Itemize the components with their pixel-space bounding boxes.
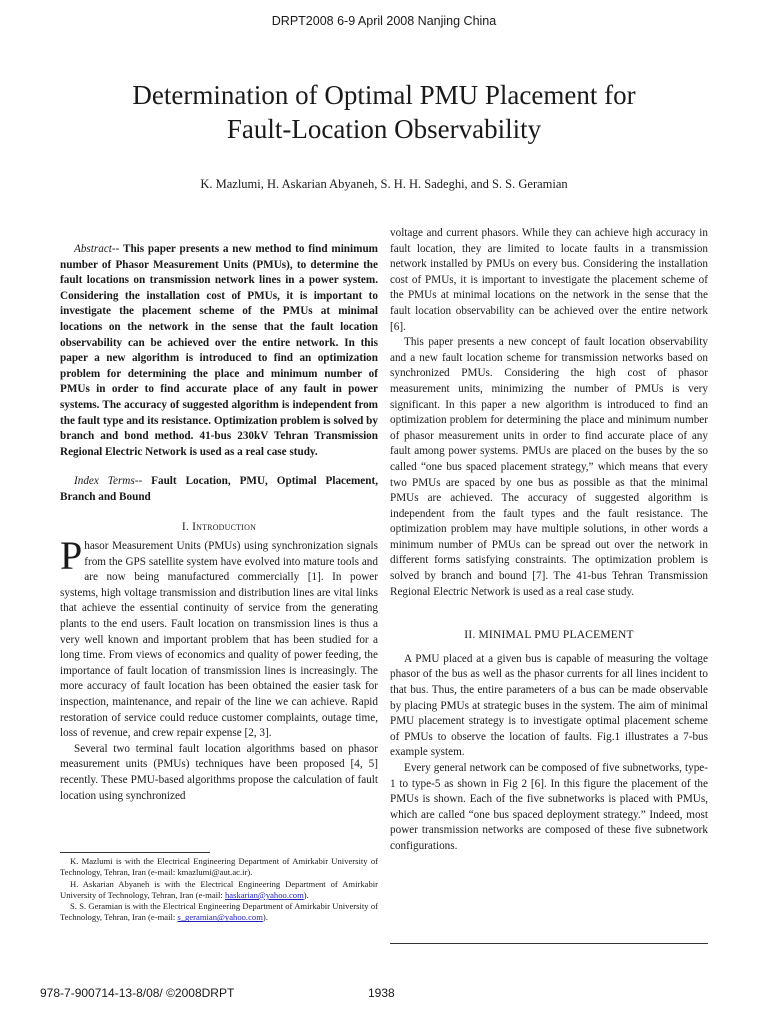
abstract-text: This paper presents a new method to find minimum number of Phasor Measurement Units (PMUs), to determine the fault locations on transmission network lines in a power system. Considering the installation cost of PMUs, it is important to investigate the placement scheme of the PMUs at minimal locations on the network in the sense that the fault location observability can be achieved over the entire network. In this paper a new algorithm is introduced to find an optimization problem for determining the place and minimum number of PMUs in order to find accurate place of any fault in power systems. The accuracy of suggested algorithm is independent from the fault type and its resistance. Optimization problem is solved by branch and bond method. 41-bus 230kV Tehran Transmission Regional Electric Network is used as a real case study. xyxy=(60,243,378,458)
right-column xyxy=(390,226,708,855)
footnote-2-email-link[interactable]: haskarian@yahoo.com xyxy=(224,889,304,900)
drop-cap: P xyxy=(60,533,83,579)
paper-title xyxy=(80,78,688,146)
title-line-1: Determination of Optimal PMU Placement for xyxy=(132,80,636,110)
section-1-title: Introduction xyxy=(192,520,257,533)
abstract-label: Abstract-- xyxy=(74,243,120,255)
intro-paragraph-2: Several two terminal fault location algorithms based on phasor measurement units (PMUs) techniques have been proposed [4, 5] recently. These PMU-based algorithms propose the calculation of fault location using synchronized xyxy=(60,742,378,802)
section-2-paragraph-1: A PMU placed at a given bus is capable of measuring the voltage phasor of the bus as well as the phasor currents for all lines incident to that bus. Thus, the entire parameters of a bus can be made observable by placing PMUs at strategic buses in the system. The aim of minimal PMU placement strategy is to investigate optimal placement scheme of PMUs to observe the location of faults. Fig.1 illustrates a 7-bus example system. xyxy=(390,652,708,759)
footnote-2: H. Askarian Abyaneh is with the Electrical Engineering Department of Amirkabir University of Technology, Tehran, Iran (e-mail: haskarian@yahoo.com). xyxy=(60,878,378,900)
title-line-2: Fault-Location Observability xyxy=(226,114,542,144)
section-2-paragraph-2: Every general network can be composed of five subnetworks, type-1 to type-5 as shown in Fig 2 [6]. In this figure the placement of the PMUs is shown. Each of the five subnetworks is placed with PMUs, which are called “one bus spaced deployment strategy.” Indeed, most power transmission networks are composed of these five subnetwork configurations. xyxy=(390,762,708,852)
conference-header: DRPT2008 6-9 April 2008 Nanjing China xyxy=(271,14,497,28)
section-1-number: I. xyxy=(181,520,189,533)
footnote-3-email-link[interactable]: s_geramian@yahoo.com xyxy=(177,912,263,923)
index-terms-text: Fault Location, PMU, Optimal Placement, Branch and Bound xyxy=(60,475,379,503)
section-1-heading xyxy=(60,520,378,536)
footnote-divider xyxy=(60,852,210,853)
footnote-3: S. S. Geramian is with the Electrical Engineering Department of Amirkabir University of Technology, Tehran, Iran (e-mail: s_geramian@yahoo.com). xyxy=(60,901,378,923)
intro-paragraph-1 xyxy=(60,533,378,742)
footnote-1: K. Mazlumi is with the Electrical Engineering Department of Amirkabir University of Technology, Tehran, Iran (e-mail: kmazlumi@aut.ac.ir). xyxy=(60,856,378,878)
right-paragraph-2: This paper presents a new concept of fault location observability and a new fault location scheme for transmission networks based on synchronized PMUs. Considering the high cost of phasor measurement units, minimizing the number of PMUs is very significant. In this paper a new algorithm is introduced to find an optimization problem for determining the place and minimum number of phasor measurement units in order to find accurate place of any fault among power systems. PMUs are placed on the buses by the so called “one bus spaced placement strategy,” which means that every two PMUs are spaced by one bus as possible as that the minimal PMUs are achieved. The accuracy of suggested algorithm is independent from the fault types and the fault resistance. The optimization problem may have multiple solutions, in other words a minimum number of PMUs can be spread out over the network in different forms satisfying constraints. The optimization problem is solved by branch and bound [7]. The 41-bus Tehran Transmission Regional Electric Network is used as a real case study. xyxy=(390,336,708,598)
abstract xyxy=(60,242,378,460)
page-number: 1938 xyxy=(368,986,395,1000)
author-list: K. Mazlumi, H. Askarian Abyaneh, S. H. H. Sadeghi, and S. S. Geramian xyxy=(200,177,568,191)
right-column-divider xyxy=(390,943,708,944)
section-2-heading: II. MINIMAL PMU PLACEMENT xyxy=(464,629,634,642)
right-paragraph-1: voltage and current phasors. While they can achieve high accuracy in fault location, they are limited to locate faults in a transmission network installed by PMUs on every bus. Considering the installation cost of PMUs, it is important to investigate the placement scheme of the PMUs at minimal locations on the network in the sense that the fault location observability can be achieved over the entire network [6]. xyxy=(390,227,708,333)
copyright-footer: 978-7-900714-13-8/08/ ©2008DRPT xyxy=(40,986,235,1000)
intro-paragraph-1-text: hasor Measurement Units (PMUs) using synchronization signals from the GPS satellite system have evolved into mature tools and are now being manufactured commercially [1]. In power systems, high voltage transmission and distribution lines are vital links that achieve the essential continuity of service from the generating plants to the end users. Fault location on transmission lines is thus a very well known and important problem that has been studied for a long time. From views of economics and quality of power feeding, the importance of fault location of transmission lines is increasingly. The more accuracy of fault location has been obtained the easier task for inspection, maintenance, and repair of the line we can achieve. Rapid restoration of service could reduce customer complaints, outage time, loss of revenue, and crew repair expense [2, 3]. xyxy=(60,540,378,740)
footnote-2-text: H. Askarian Abyaneh is with the Electrical Engineering Department of Amirkabir University of Technology, Tehran, Iran (e-mail: xyxy=(60,878,378,900)
index-terms xyxy=(60,474,378,505)
footnote-3-text: S. S. Geramian is with the Electrical Engineering Department of Amirkabir University of Technology, Tehran, Iran (e-mail: xyxy=(60,901,378,923)
index-terms-label: Index Terms-- xyxy=(74,475,143,488)
left-column xyxy=(60,242,378,804)
footnotes xyxy=(60,856,378,924)
